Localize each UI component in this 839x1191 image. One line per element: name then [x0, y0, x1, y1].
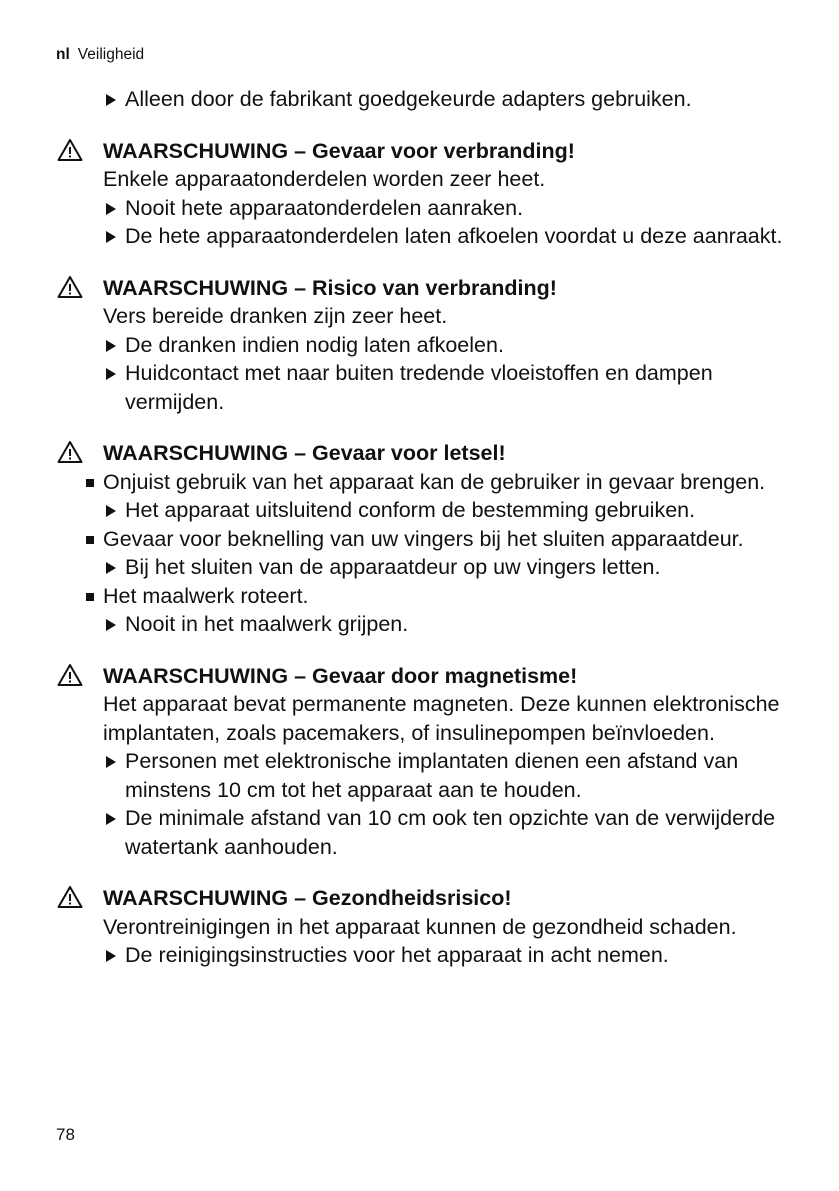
action-item: Personen met elektronische implantaten dienen een afstand van minstens 10 cm tot het apparaat aan te houden.: [103, 747, 803, 804]
action-item: De hete apparaatonderdelen laten afkoelen voordat u deze aanraakt.: [103, 222, 803, 251]
warning-title: WAARSCHUWING – Gevaar door magnetisme!: [103, 663, 578, 688]
warning-triangle-icon: [57, 440, 83, 464]
warning-block: [103, 439, 803, 639]
warning-block: [103, 137, 803, 251]
action-item: Nooit in het maalwerk grijpen.: [103, 610, 803, 639]
warning-text: Vers bereide dranken zijn zeer heet.: [103, 304, 448, 328]
warning-triangle-icon: [57, 138, 83, 162]
warning-triangle-icon: [57, 663, 83, 687]
warning-block: [103, 274, 803, 417]
running-header: [56, 46, 144, 64]
page-number: 78: [56, 1125, 75, 1144]
action-item: Nooit hete apparaatonderdelen aanraken.: [103, 194, 803, 223]
language-code: nl: [56, 46, 70, 63]
action-item: Het apparaat uitsluitend conform de bestemming gebruiken.: [103, 496, 803, 525]
action-item: Bij het sluiten van de apparaatdeur op uw vingers letten.: [103, 553, 803, 582]
action-item: Alleen door de fabrikant goedgekeurde adapters gebruiken.: [103, 85, 803, 114]
action-item: Huidcontact met naar buiten tredende vloeistoffen en dampen vermijden.: [103, 359, 803, 416]
safety-content: [103, 85, 803, 970]
warning-triangle-icon: [57, 275, 83, 299]
warning-block: [103, 884, 803, 970]
action-item: De dranken indien nodig laten afkoelen.: [103, 331, 803, 360]
warning-title: WAARSCHUWING – Gevaar voor letsel!: [103, 441, 506, 465]
warning-triangle-icon: [57, 885, 83, 909]
warning-text: Verontreinigingen in het apparaat kunnen de gezondheid schaden.: [103, 914, 737, 939]
bullet-item: Het maalwerk roteert.: [103, 582, 803, 611]
warning-title: WAARSCHUWING – Risico van verbranding!: [103, 275, 557, 300]
warning-title: WAARSCHUWING – Gezondheidsrisico!: [103, 886, 512, 910]
action-item: De reinigingsinstructies voor het apparaat in acht nemen.: [103, 941, 803, 970]
action-item: De minimale afstand van 10 cm ook ten opzichte van de verwijderde watertank aanhouden.: [103, 804, 803, 861]
warning-text: Enkele apparaatonderdelen worden zeer heet.: [103, 167, 546, 191]
warning-text: Het apparaat bevat permanente magneten. Deze kunnen elektronische implantaten, zoals pacemakers, of insulinepompen beïnvloeden.: [103, 692, 780, 745]
bullet-item: Gevaar voor beknelling van uw vingers bij het sluiten apparaatdeur.: [103, 525, 803, 554]
warning-block: [103, 662, 803, 862]
section-title: Veiligheid: [77, 46, 145, 63]
bullet-item: Onjuist gebruik van het apparaat kan de gebruiker in gevaar brengen.: [103, 468, 803, 497]
warning-title: WAARSCHUWING – Gevaar voor verbranding!: [103, 138, 575, 163]
